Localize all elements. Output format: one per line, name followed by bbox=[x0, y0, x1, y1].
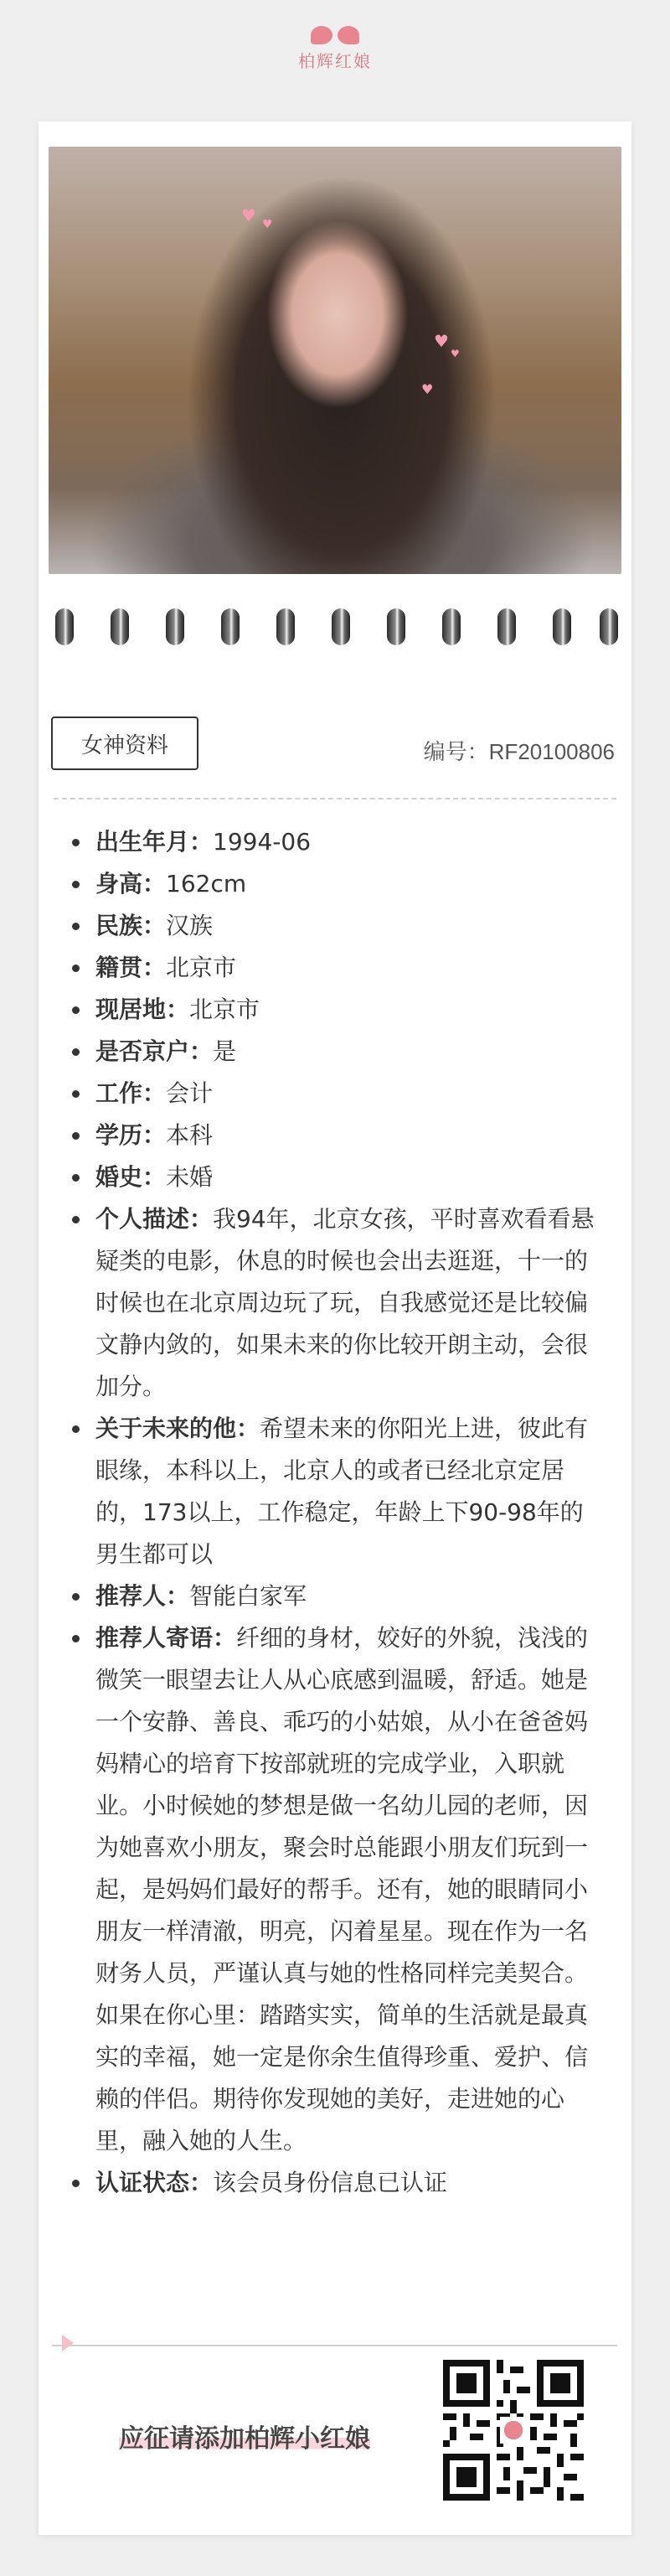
field-value: 纤细的身材，姣好的外貌，浅浅的微笑一眼望去让人从心底感到温暖，舒适。她是一个安静、善良、乖巧的小姑娘，从小在爸爸妈妈精心的培育下按部就班的完成学业，入职就业。小时候她的梦想是做一名幼儿园的老师，因为她喜欢小朋友，聚会时总能跟小朋友们玩到一起，是妈妈们最好的帮手。还有，她的眼睛同小朋友一样清澈，明亮，闪着星星。现在作为一名财务人员，严谨认真与她的性格同样完美契合。如果在你心里：踏踏实实，简单的生活就是最真实的幸福，她一定是你余生值得珍重、爱护、信赖的伴侣。期待你发现她的美好，走进她的心里，融入她的人生。 bbox=[95, 1624, 589, 2154]
field-value: 北京市 bbox=[166, 954, 237, 981]
brand-name: 柏辉红娘 bbox=[298, 50, 372, 71]
field-key: 婚史： bbox=[95, 1163, 167, 1191]
field-key: 是否京户： bbox=[95, 1037, 214, 1065]
qr-code-icon[interactable] bbox=[443, 2360, 584, 2501]
field-residence bbox=[92, 989, 605, 1031]
field-height bbox=[92, 863, 605, 905]
field-value: 1994-06 bbox=[213, 828, 312, 856]
field-key: 推荐人寄语： bbox=[95, 1624, 237, 1652]
field-value: 162cm bbox=[166, 870, 247, 897]
field-recommender bbox=[92, 1575, 605, 1617]
brand-logo bbox=[0, 0, 670, 92]
notebook-spiral bbox=[39, 603, 631, 662]
field-job bbox=[92, 1073, 605, 1115]
field-marital bbox=[92, 1156, 605, 1198]
field-key: 关于未来的他： bbox=[95, 1415, 260, 1442]
field-education bbox=[92, 1115, 605, 1156]
profile-photo[interactable] bbox=[49, 147, 621, 574]
dashed-divider bbox=[54, 798, 616, 799]
triangle-marker-icon bbox=[62, 2335, 74, 2351]
field-value: 汉族 bbox=[166, 912, 214, 939]
field-value: 希望未来的你阳光上进，彼此有眼缘，本科以上，北京人的或者已经北京定居的，173以上，工作稳定，年龄上下90-98年的男生都可以 bbox=[95, 1415, 589, 1568]
field-value: 北京市 bbox=[189, 996, 260, 1023]
bird-logo-icon bbox=[311, 26, 359, 44]
field-value: 会计 bbox=[166, 1079, 214, 1107]
field-key: 工作： bbox=[95, 1079, 167, 1107]
field-key: 出生年月： bbox=[95, 828, 214, 856]
field-hometown bbox=[92, 947, 605, 989]
field-value: 该会员身份信息已认证 bbox=[213, 2169, 448, 2196]
field-key: 学历： bbox=[95, 1121, 167, 1149]
profile-info bbox=[69, 821, 605, 2204]
field-value: 智能白家军 bbox=[189, 1582, 307, 1610]
field-key: 推荐人： bbox=[95, 1582, 190, 1610]
field-key: 籍贯： bbox=[95, 954, 167, 981]
profile-code bbox=[424, 735, 615, 766]
heart-sticker-icon: ♥ bbox=[421, 381, 434, 397]
field-recommendation bbox=[92, 1617, 605, 2162]
field-value: 未婚 bbox=[166, 1163, 214, 1191]
field-key: 身高： bbox=[95, 870, 167, 897]
field-key: 认证状态： bbox=[95, 2169, 214, 2196]
field-hukou bbox=[92, 1031, 605, 1073]
field-description bbox=[92, 1198, 605, 1408]
field-verification bbox=[92, 2162, 605, 2204]
profile-card bbox=[39, 122, 631, 2535]
heart-sticker-icon: ♥ bbox=[434, 331, 449, 351]
field-expectation bbox=[92, 1408, 605, 1575]
field-key: 现居地： bbox=[95, 996, 190, 1023]
field-key: 民族： bbox=[95, 912, 167, 939]
field-value: 是 bbox=[213, 1037, 237, 1065]
code-label: 编号： bbox=[423, 740, 489, 765]
code-value: RF20100806 bbox=[488, 739, 615, 764]
section-badge: 女神资料 bbox=[51, 716, 198, 770]
field-value: 我94年，北京女孩，平时喜欢看看悬疑类的电影，休息的时候也会出去逛逛，十一的时候也在北京周边玩了玩，自我感觉还是比较偏文静内敛的，如果未来的你比较开朗主动，会很加分。 bbox=[95, 1205, 595, 1400]
contact-box bbox=[52, 2345, 617, 2514]
contact-cta: 应征请添加柏辉小红娘 bbox=[119, 2418, 370, 2454]
heart-sticker-icon: ♥ bbox=[262, 218, 273, 231]
field-value: 本科 bbox=[166, 1121, 214, 1149]
heart-sticker-icon: ♥ bbox=[451, 348, 460, 360]
field-key: 个人描述： bbox=[95, 1205, 214, 1233]
field-birth bbox=[92, 821, 605, 863]
field-ethnicity bbox=[92, 905, 605, 947]
heart-sticker-icon: ♥ bbox=[241, 205, 256, 225]
